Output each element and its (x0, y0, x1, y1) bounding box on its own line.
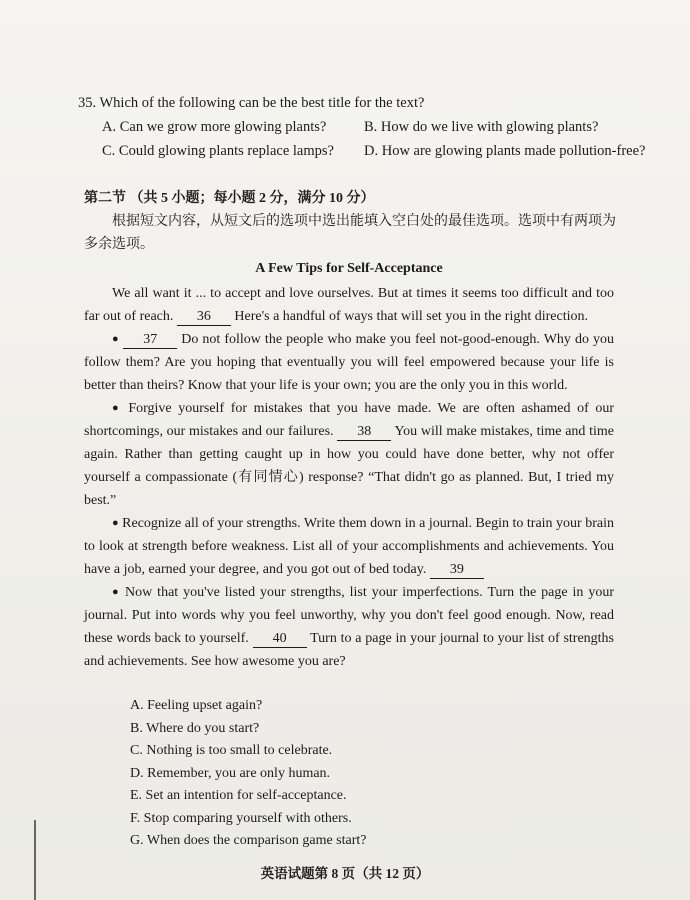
paragraph-3 (84, 397, 614, 512)
paragraph-5-text-a: Now that you've listed your strengths, list your imperfections. Turn the page in your journal. Put into words why you feel unworthy, why you don't feel good enough. Now, read these words back to yourself. (84, 585, 614, 646)
paragraph-1 (84, 282, 614, 328)
option-b: B. Where do you start? (130, 720, 260, 736)
paragraph-5 (84, 581, 614, 673)
blank-39: 39 (430, 561, 484, 579)
question-35-option-d: D. How are glowing plants made pollution-free? (364, 143, 646, 159)
section-heading: 第二节 （共 5 小题；每小题 2 分，满分 10 分） (84, 191, 375, 206)
page-footer: 英语试题第 8 页（共 12 页） (260, 866, 430, 881)
paragraph-2 (84, 328, 614, 397)
section-two-header (84, 188, 624, 256)
question-35 (78, 93, 646, 161)
question-35-option-a: A. Can we grow more glowing plants? (102, 119, 327, 135)
question-35-option-b: B. How do we live with glowing plants? (364, 119, 599, 135)
paragraph-3-text-a: Forgive yourself for mistakes that you have made. We are often ashamed of our shortcomings, our mistakes and our failures. (84, 401, 614, 439)
paragraph-1-text-b: Here's a handful of ways that will set you in the right direction. (230, 309, 589, 324)
blank-36: 36 (177, 308, 231, 326)
blank-40: 40 (253, 630, 307, 648)
option-e: E. Set an intention for self-acceptance. (130, 788, 347, 803)
option-a: A. Feeling upset again? (130, 698, 263, 713)
passage-title: A Few Tips for Self-Acceptance (255, 261, 443, 276)
passage (84, 258, 614, 673)
question-35-option-c: C. Could glowing plants replace lamps? (102, 143, 334, 159)
paragraph-2-text: Do not follow the people who make you feel not-good-enough. Why do you follow them? Are you hoping that eventually you will feel empowered because your life is better than theirs? Know that your life is your own; you are the only you in this world. (84, 332, 614, 393)
blank-37: 37 (123, 331, 177, 349)
bullet-icon: ● (112, 586, 121, 598)
bullet-icon: ● (112, 402, 122, 414)
option-d: D. Remember, you are only human. (130, 765, 331, 781)
bullet-icon: ● (112, 517, 119, 529)
question-35-stem: 35. Which of the following can be the best title for the text? (78, 95, 425, 111)
option-c: C. Nothing is too small to celebrate. (130, 743, 333, 758)
paragraph-1-text-a: We all want it ... to accept and love ourselves. But at times it seems too difficult and too far out of reach. (84, 286, 614, 324)
answer-options (130, 695, 530, 853)
option-g: G. When does the comparison game start? (130, 833, 367, 848)
page-edge-line (34, 820, 36, 900)
option-f: F. Stop comparing yourself with others. (130, 810, 352, 826)
section-instruction: 根据短文内容，从短文后的选项中选出能填入空白处的最佳选项。选项中有两项为多余选项。 (84, 214, 616, 252)
paragraph-5-text-b: Turn to a page in your journal to your list of strengths and achievements. See how awesome you are? (84, 631, 614, 669)
paragraph-4 (84, 512, 614, 581)
paragraph-4-text: Recognize all of your strengths. Write them down in a journal. Begin to train your brain to look at strength before weakness. List all of your accomplishments and achievements. You have a job, earned your degree, and you got out of bed today. (84, 516, 614, 577)
bullet-icon: ● (112, 333, 120, 345)
blank-38: 38 (337, 423, 391, 441)
paragraph-3-text-b: You will make mistakes, time and time again. Rather than getting caught up in how you could have done better, why not offer yourself a compassionate (有同情心) response? “That didn't go as planned. But, I tried my best.” (84, 424, 615, 508)
question-35-options (78, 117, 646, 161)
